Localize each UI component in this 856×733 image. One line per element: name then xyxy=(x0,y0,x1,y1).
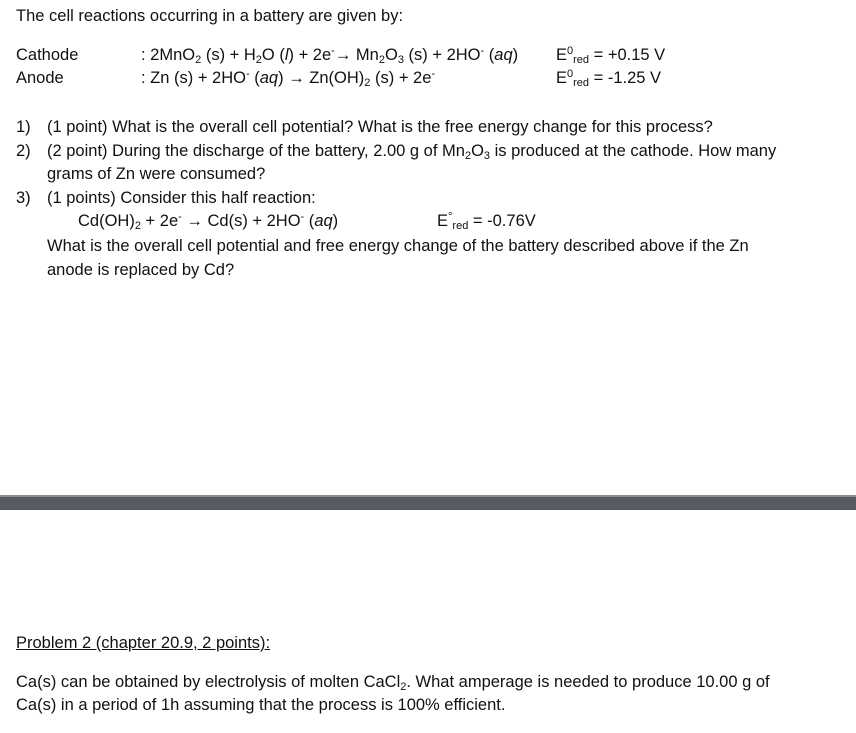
question-3-text-line2: What is the overall cell potential and free energy change of the battery described above if the Zn xyxy=(47,237,749,255)
question-3-number: 3) xyxy=(16,189,31,207)
question-3-text-line3: anode is replaced by Cd? xyxy=(47,261,235,279)
question-1-number: 1) xyxy=(16,118,31,136)
problem-2-text: Ca(s) can be obtained by electrolysis of molten CaCl$_2$. What amperage is needed to produce 10.00 g of xyxy=(16,673,770,693)
cd-half-reaction: $Cd(OH)_2 + 2e^- \to Cd(s) + 2HO^-$ (aq) xyxy=(78,211,339,232)
cathode-equation: : 2MnO$_2$ $(s) + H_2O$ $(l) + 2e^-\to Mn_2O_3$ (s) + 2HO- (aq) xyxy=(141,45,519,66)
anode-equation: : Zn (s) + 2HO- $(aq) \to Zn(OH)_2$ (s) + 2e- xyxy=(141,68,436,89)
question-2-text: (2 point) During the discharge of the battery, 2.00 g of $Mn_2O_3$ is produced at the cathode. How many xyxy=(47,142,777,162)
intro-text: The cell reactions occurring in a battery are given by: xyxy=(16,7,404,25)
anode-potential: $E^0_{red} = -1.25$ V xyxy=(556,68,662,89)
question-1-text: (1 point) What is the overall cell potential? What is the free energy change for this process? xyxy=(47,118,713,136)
problem-2-text-line2: Ca(s) in a period of 1h assuming that the process is 100% efficient. xyxy=(16,696,506,714)
problem-2-heading: Problem 2 (chapter 20.9, 2 points): xyxy=(16,634,271,652)
anode-label: Anode xyxy=(16,69,64,87)
question-2-text-line2: grams of Zn were consumed? xyxy=(47,165,266,183)
page-divider xyxy=(0,495,856,510)
cd-potential: $E^\circ_{red} = -0.76V$ xyxy=(437,211,536,232)
question-3-text: (1 points) Consider this half reaction: xyxy=(47,189,316,207)
cathode-label: Cathode xyxy=(16,46,79,64)
cathode-potential: $E^0_{red} = +0.15$ V xyxy=(556,45,666,66)
question-2-number: 2) xyxy=(16,142,31,160)
